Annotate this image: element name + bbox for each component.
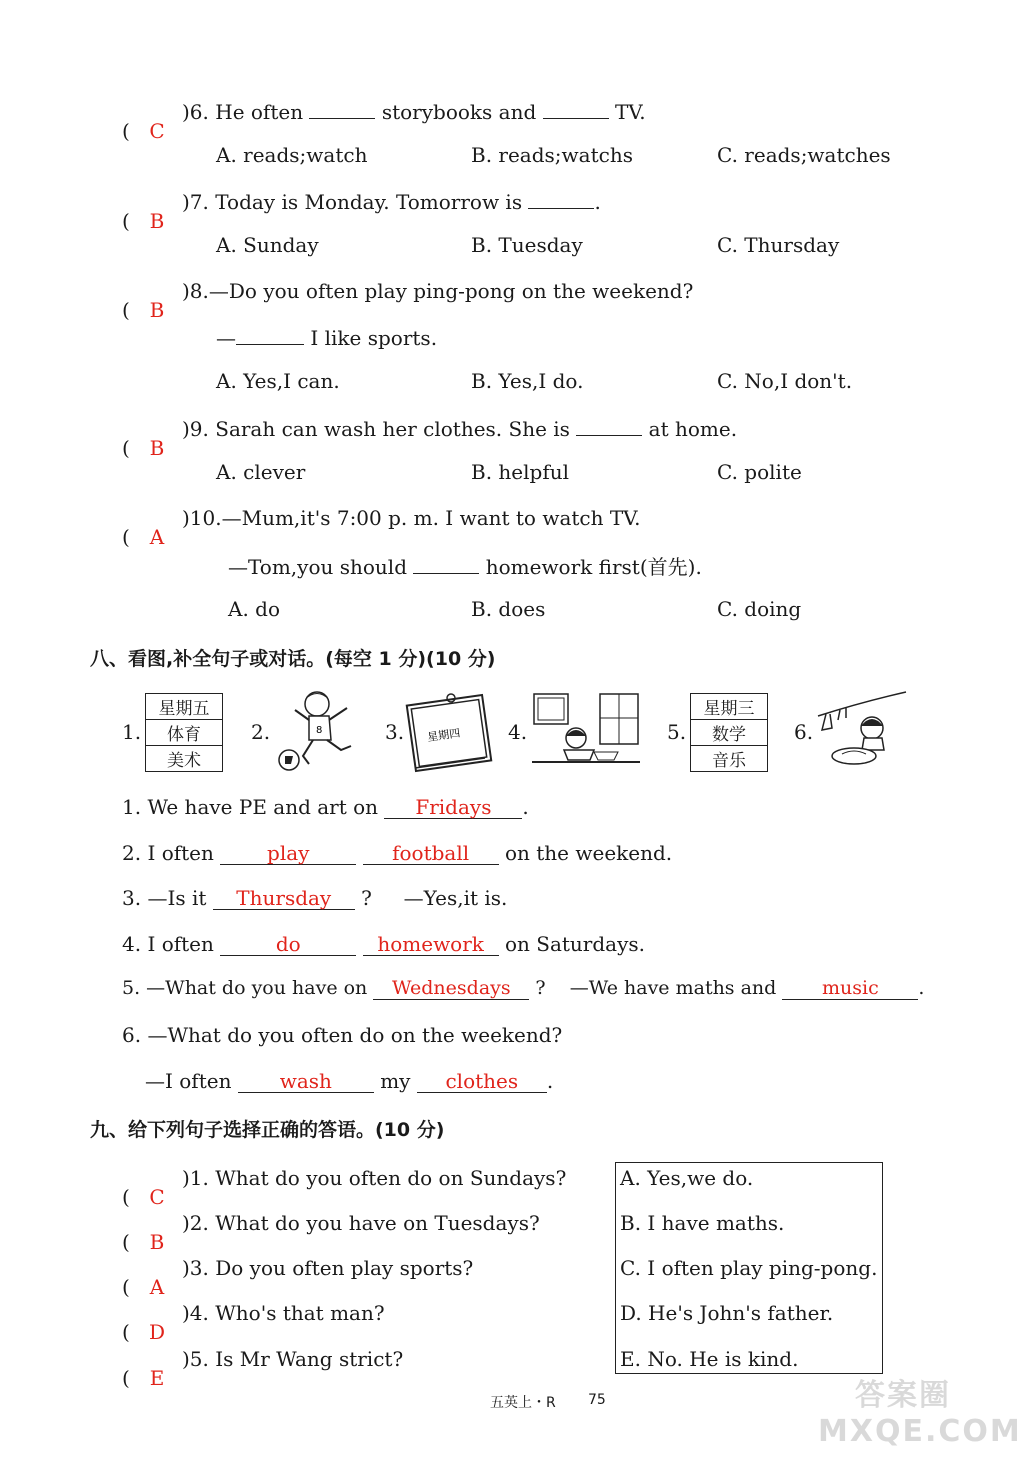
page-number: 75 [588, 1392, 606, 1408]
boy-playing-football-picture [273, 688, 365, 774]
q9-answer: B [149, 436, 165, 460]
s9-answer-1: C [149, 1185, 165, 1209]
s8-sentence-1: 1. We have PE and art on Fridays . [122, 795, 529, 819]
s1-answer: Fridays [384, 796, 522, 819]
schedule-subject: 音乐 [691, 746, 768, 772]
pic-number-3: 3. [385, 720, 405, 744]
s6-answer-2: clothes [417, 1070, 547, 1093]
schedule-wednesday [690, 693, 768, 772]
q6-stem: ( C )6. He often storybooks and TV. [122, 100, 646, 143]
pic-number-2: 2. [251, 720, 271, 744]
calendar-thursday-picture [405, 690, 491, 774]
svg-text:8: 8 [316, 725, 323, 736]
watermark: 答案圈 MXQE.COM [818, 1378, 1022, 1449]
pic-number-6: 6. [794, 720, 814, 744]
section8-heading: 八、看图,补全句子或对话。(每空 1 分)(10 分) [90, 648, 496, 670]
s9-question-3: ( A )3. Do you often play sports? [122, 1256, 474, 1299]
q10-option-b: B. does [471, 597, 546, 621]
s9-answer-2: B [149, 1230, 165, 1254]
calendar-text: 星期四 [426, 726, 462, 744]
pic-number-5: 5. [667, 720, 687, 744]
s8-sentence-4: 4. I often do homework on Saturdays. [122, 932, 646, 956]
q10-answer: A [149, 525, 165, 549]
s9-option-b: B. I have maths. [620, 1211, 785, 1235]
schedule-day: 星期三 [691, 694, 768, 720]
q8-answer: B [149, 298, 165, 322]
s9-answer-3: A [149, 1275, 165, 1299]
s8-sentence-6: 6. —What do you often do on the weekend? [122, 1023, 563, 1047]
q10-stem: ( A )10.—Mum,it's 7:00 p. m. I want to watch TV. [122, 506, 641, 549]
q9-stem: ( B )9. Sarah can wash her clothes. She is at home. [122, 417, 738, 460]
schedule-day: 星期五 [146, 694, 223, 720]
s9-question-5: ( E )5. Is Mr Wang strict? [122, 1347, 404, 1390]
q8-option-b: B. Yes,I do. [471, 369, 584, 393]
q10-option-c: C. doing [717, 597, 802, 621]
s9-answer-4: D [148, 1320, 166, 1344]
q7-answer: B [149, 209, 165, 233]
pic-number-4: 4. [508, 720, 528, 744]
s5-answer-1: Wednesdays [373, 977, 529, 1000]
s3-answer: Thursday [213, 887, 355, 910]
q8-stem: ( B )8.—Do you often play ping-pong on the weekend? [122, 279, 694, 322]
q8-option-c: C. No,I don't. [717, 369, 853, 393]
s9-option-a: A. Yes,we do. [620, 1166, 754, 1190]
q7-option-c: C. Thursday [717, 233, 840, 257]
section9-heading: 九、给下列句子选择正确的答语。(10 分) [90, 1119, 445, 1141]
s9-option-d: D. He's John's father. [620, 1301, 834, 1325]
girl-washing-clothes-picture [816, 688, 908, 774]
q6-answer: C [149, 119, 165, 143]
s4-answer-2: homework [363, 933, 499, 956]
s9-answer-5: E [149, 1366, 165, 1390]
s8-sentence-6-reply: —I often wash my clothes . [145, 1069, 554, 1093]
q6-option-b: B. reads;watchs [471, 143, 633, 167]
schedule-subject: 美术 [146, 746, 223, 772]
schedule-subject: 体育 [146, 720, 223, 746]
footer-label: 五英上・R [490, 1395, 556, 1411]
s8-sentence-2: 2. I often play football on the weekend. [122, 841, 673, 865]
s9-question-2: ( B )2. What do you have on Tuesdays? [122, 1211, 540, 1254]
q10-reply-line: —Tom,you should homework first(首先). [228, 555, 702, 579]
s5-answer-2: music [782, 977, 918, 1000]
q9-option-c: C. polite [717, 460, 802, 484]
s2-answer-1: play [220, 842, 356, 865]
s9-question-4: ( D )4. Who's that man? [122, 1301, 385, 1344]
q10-option-a: A. do [228, 597, 281, 621]
q7-stem: ( B )7. Today is Monday. Tomorrow is . [122, 190, 601, 233]
q9-option-a: A. clever [216, 460, 306, 484]
q9-option-b: B. helpful [471, 460, 570, 484]
q6-option-a: A. reads;watch [216, 143, 368, 167]
boy-doing-homework-picture [528, 690, 643, 774]
q7-option-b: B. Tuesday [471, 233, 583, 257]
q7-option-a: A. Sunday [216, 233, 319, 257]
schedule-subject: 数学 [691, 720, 768, 746]
q8-reply-line: — I like sports. [216, 326, 438, 350]
s2-answer-2: football [363, 842, 499, 865]
s8-sentence-3: 3. —Is it Thursday ? —Yes,it is. [122, 886, 508, 910]
q6-option-c: C. reads;watches [717, 143, 891, 167]
s9-question-1: ( C )1. What do you often do on Sundays? [122, 1166, 567, 1209]
q8-option-a: A. Yes,I can. [216, 369, 340, 393]
pic-number-1: 1. [122, 720, 142, 744]
s9-option-c: C. I often play ping-pong. [620, 1256, 878, 1280]
s8-sentence-5: 5. —What do you have on Wednesdays ? —We have maths and music . [122, 977, 925, 999]
s4-answer-1: do [220, 933, 356, 956]
s6-answer-1: wash [238, 1070, 374, 1093]
s9-option-e: E. No. He is kind. [620, 1347, 799, 1371]
schedule-friday [145, 693, 223, 772]
